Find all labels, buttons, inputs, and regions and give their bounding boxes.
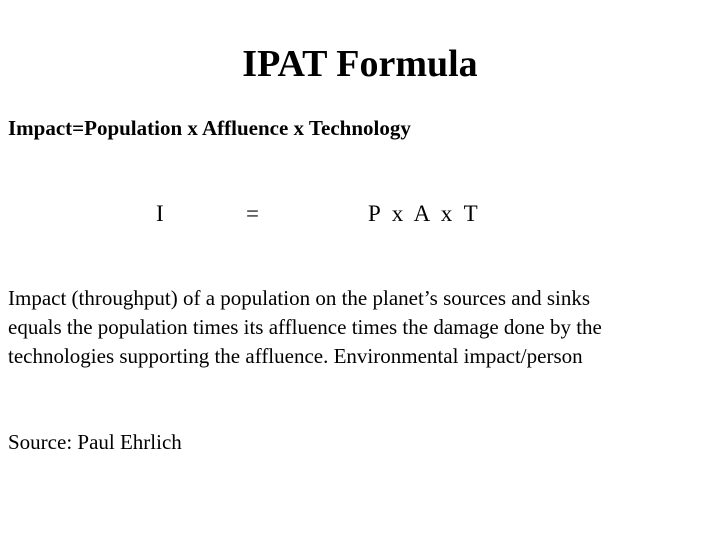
formula-words: Impact=Population x Affluence x Technology bbox=[8, 116, 411, 140]
slide-title: IPAT Formula bbox=[242, 43, 478, 85]
formula-impact-symbol: I bbox=[156, 201, 164, 226]
description-line: technologies supporting the affluence. Environmental impact/person bbox=[8, 344, 583, 368]
formula-equals-sign: = bbox=[246, 201, 259, 226]
description-line: equals the population times its affluence times the damage done by the bbox=[8, 315, 602, 339]
formula-right-side: P x A x T bbox=[368, 201, 478, 226]
source-citation: Source: Paul Ehrlich bbox=[8, 430, 182, 454]
description-line: Impact (throughput) of a population on the planet’s sources and sinks bbox=[8, 286, 591, 310]
description-paragraph bbox=[8, 284, 708, 371]
